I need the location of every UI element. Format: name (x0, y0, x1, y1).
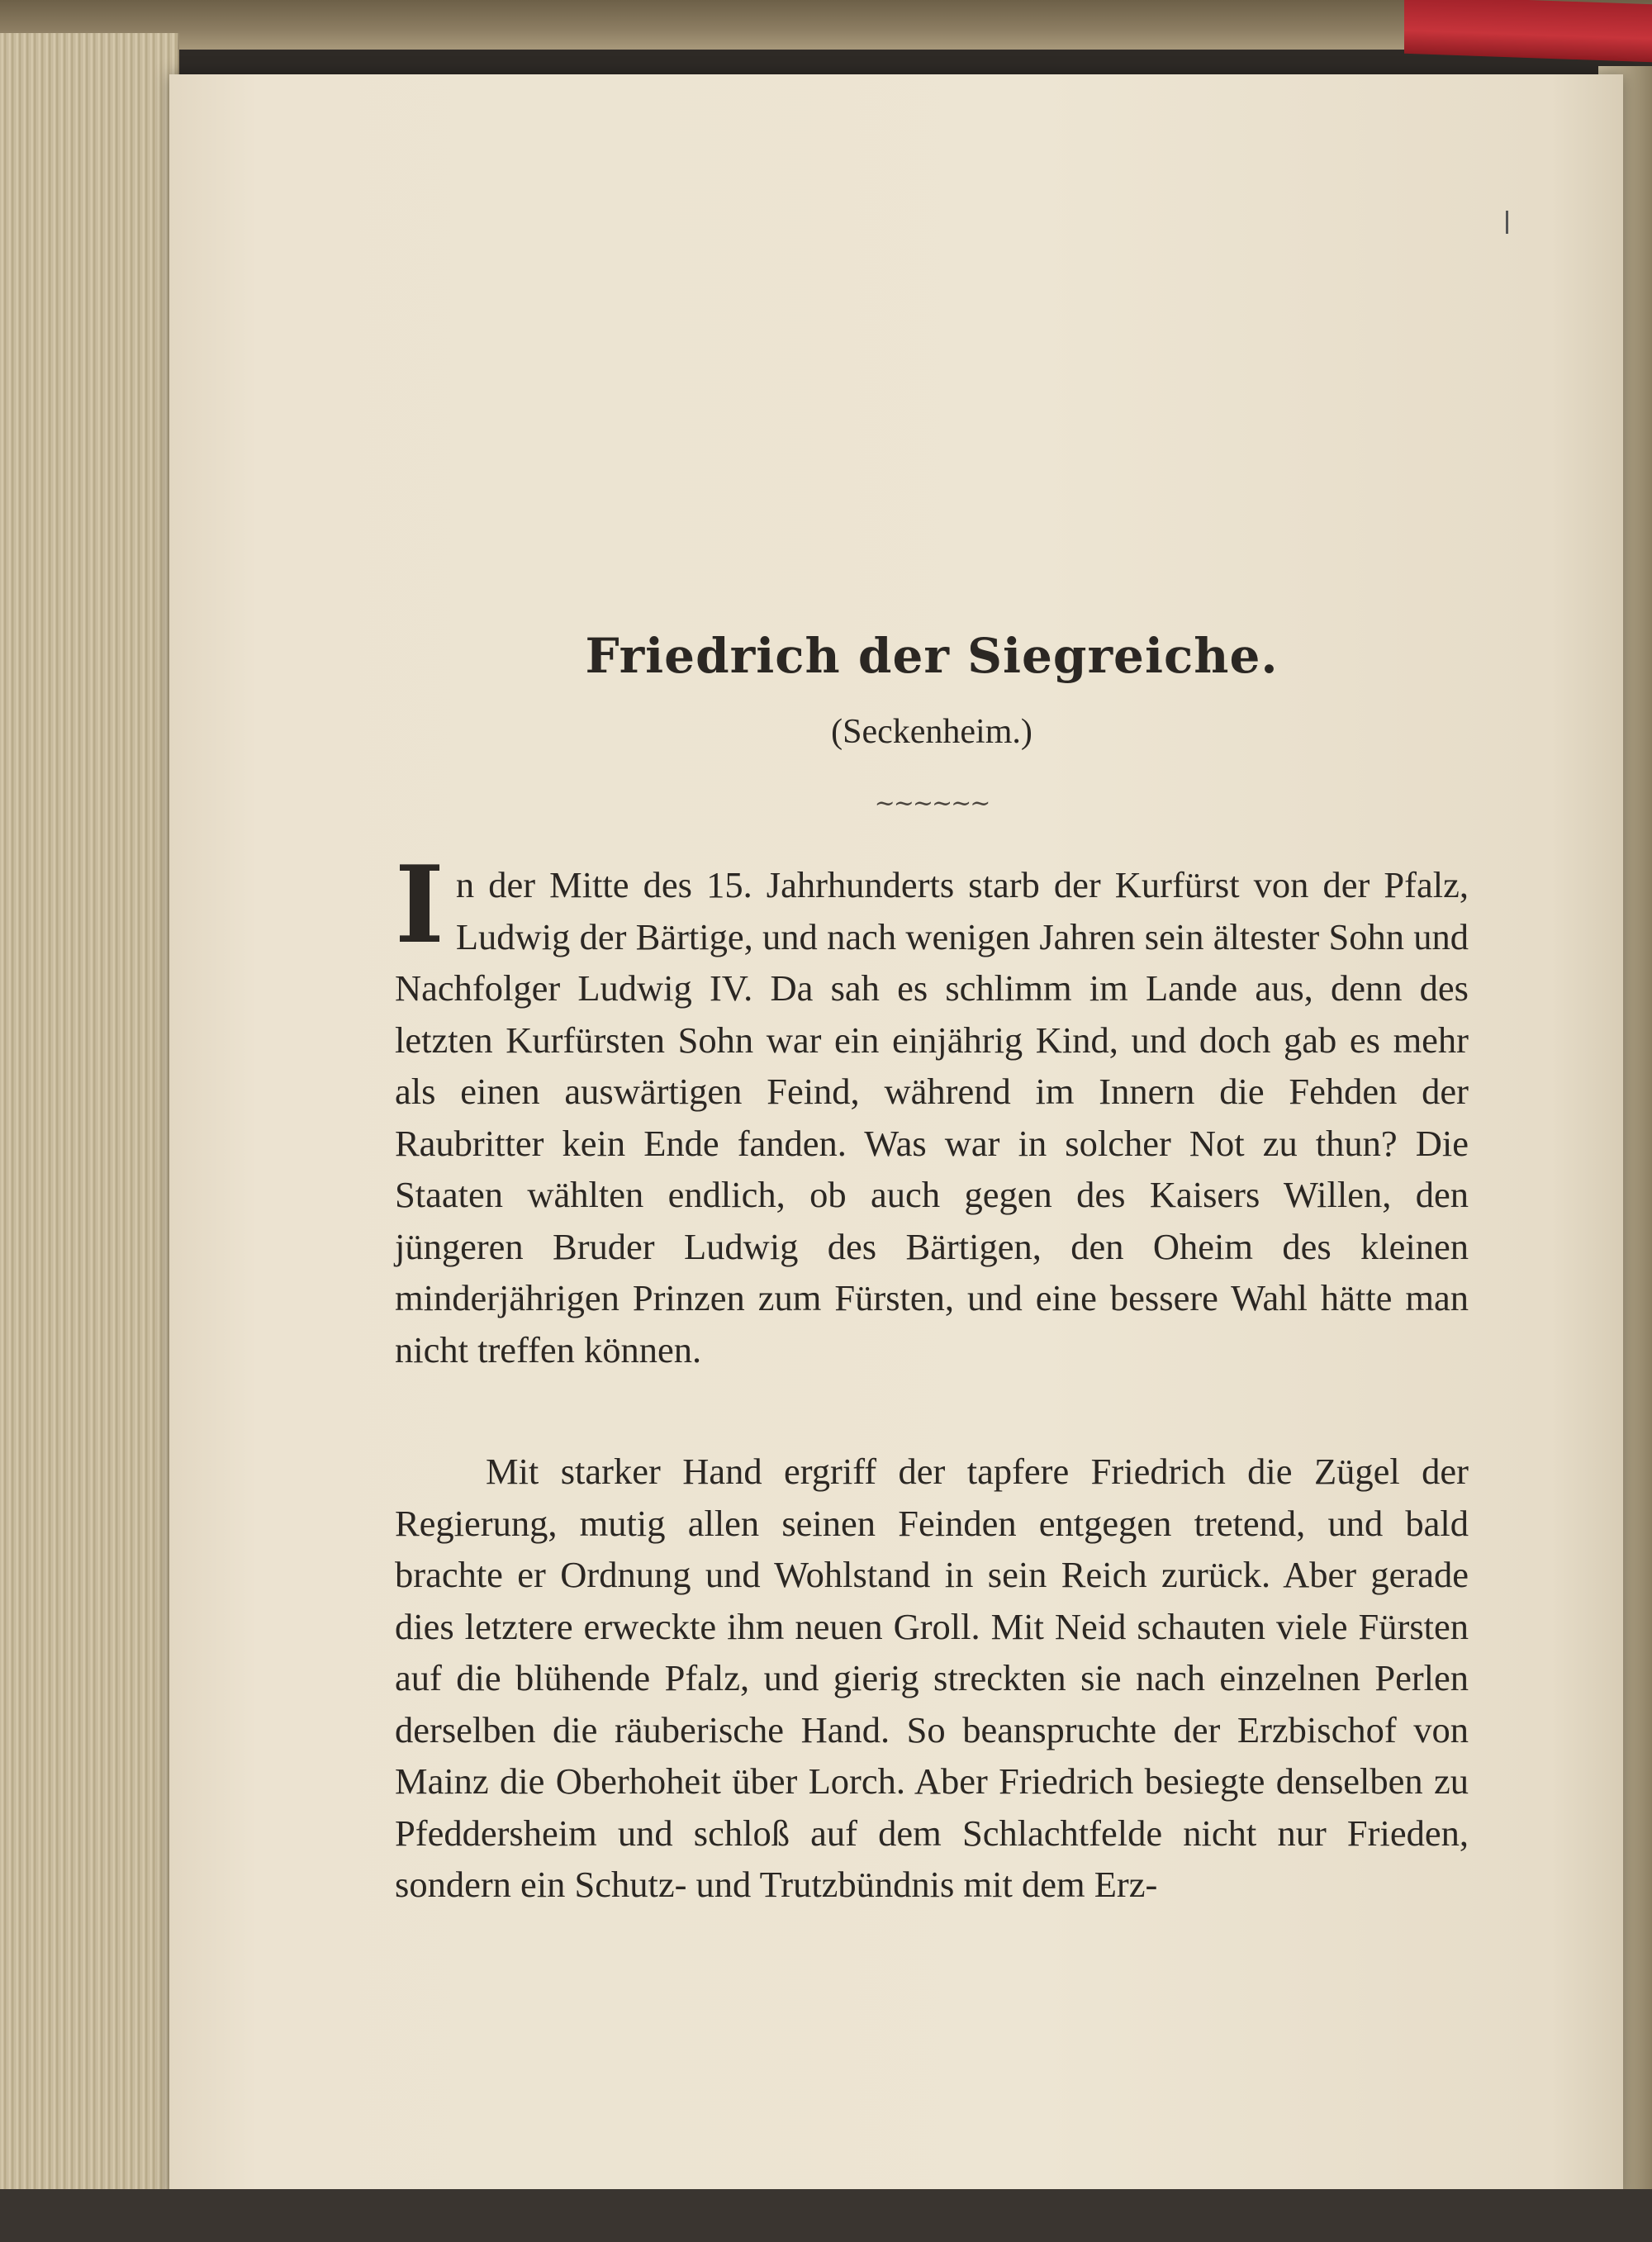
page-stack-edge (0, 33, 179, 2214)
drop-cap: I (395, 843, 444, 967)
paragraph-2 (395, 1446, 1469, 1911)
paragraph-2-text: Mit starker Hand ergriff der tapfere Friedrich die Zügel der Regierung, mutig allen seinen Feinden entgegen tretend, und bald brachte er Ordnung und Wohlstand in sein Reich zurück. Aber gerade dies letztere erweckte ihm neuen Groll. Mit Neid schauten viele Fürsten auf die blühende Pfalz, und gierig streckten sie nach einzelnen Perlen derselben die räuberische Hand. So beanspruchte der Erzbischof von Mainz die Oberhoheit über Lorch. Aber Friedrich besiegte denselben zu Pfeddersheim und schloß auf dem Schlachtfelde nicht nur Frieden, sondern ein Schutz- und Trutzbündnis mit dem Erz- (395, 1451, 1469, 1905)
book-bottom-edge (0, 2189, 1652, 2242)
chapter-title: Friedrich der Siegreiche. (585, 628, 1279, 684)
chapter-subtitle: (Seckenheim.) (831, 713, 1032, 751)
paragraph-1 (395, 843, 1469, 1375)
ornament-divider: ~~~~~~ (874, 789, 990, 818)
paragraph-1-text: n der Mitte des 15. Jahrhunderts starb der Kurfürst von der Pfalz, Ludwig der Bärtige, und nach wenigen Jahren sein ältester Sohn und Nachfolger Ludwig IV. Da sah es schlimm im Lande aus, denn des letzten Kurfürsten Sohn war ein einjährig Kind, und doch gab es mehr als einen auswärtigen Feind, während im Innern die Fehden der Raubritter kein Ende fanden. Was war in solcher Not zu thun? Die Staaten wählten endlich, ob auch gegen des Kaisers Willen, den jüngeren Bruder Ludwig des Bärtigen, den Oheim des kleinen minderjährigen Prinzen zum Fürsten, und eine bessere Wahl hätte man nicht treffen können. (395, 864, 1469, 1370)
margin-mark (1506, 211, 1508, 234)
ribbon-bookmark (1404, 0, 1652, 62)
